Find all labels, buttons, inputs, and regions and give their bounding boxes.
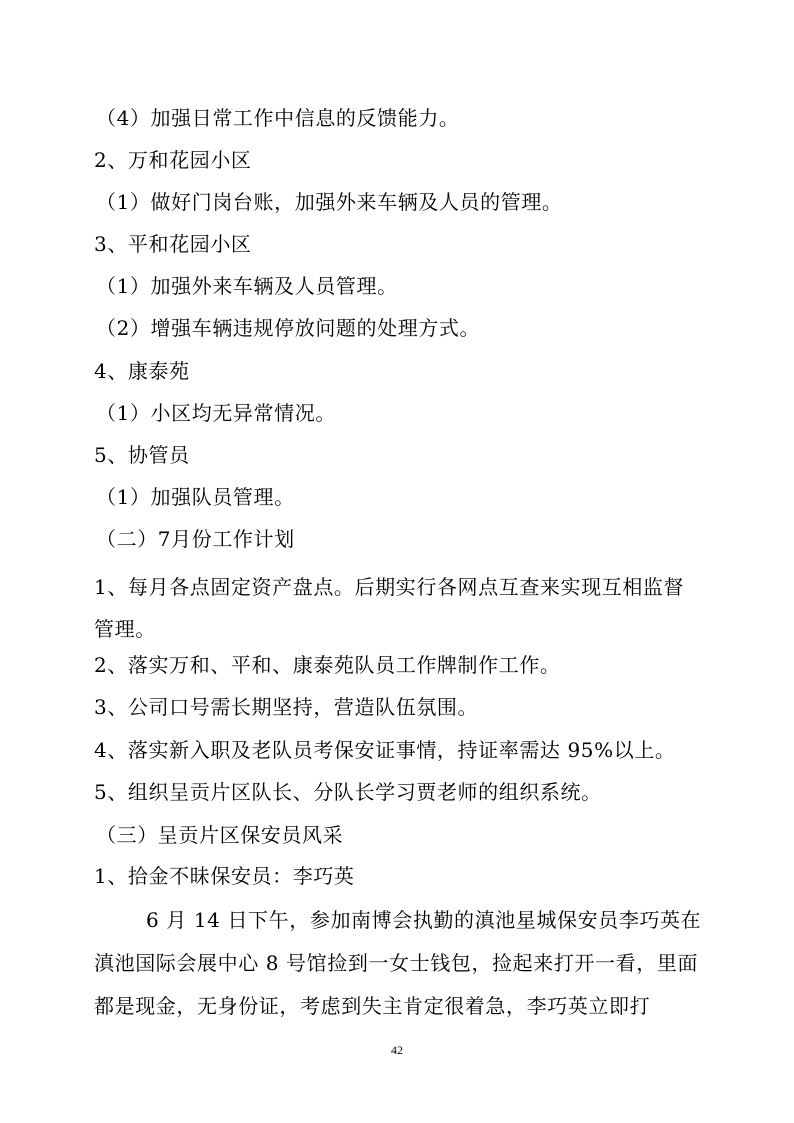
plan-item-1: 1、每月各点固定资产盘点。后期实行各网点互查来实现互相监督管理。 <box>94 575 685 641</box>
section-july-plan: （二）7月份工作计划 <box>96 527 295 551</box>
item-wanhe-1: （1）做好门岗台账，加强外来车辆及人员的管理。 <box>96 190 563 214</box>
showcase-item-1: 1、拾金不昧保安员：李巧英 <box>94 864 355 888</box>
item-kangtai-1: （1）小区均无异常情况。 <box>96 401 336 425</box>
plan-item-4: 4、落实新入职及老队员考保安证事情，持证率需达 95%以上。 <box>94 738 676 762</box>
item-pinghe-1: （1）加强外来车辆及人员管理。 <box>96 274 398 298</box>
story-paragraph: 6 月 14 日下午，参加南博会执勤的滇池星城保安员李巧英在滇池国际会展中心 8 号馆捡到一女士钱包，捡起来打开一看，里面都是现金，无身份证，考虑到失主肯定很着急，李巧英立即打 <box>94 908 702 1018</box>
heading-kangtai: 4、康泰苑 <box>94 359 190 383</box>
section-guard-showcase: （三）呈贡片区保安员风采 <box>96 823 344 847</box>
heading-pinghe: 3、平和花园小区 <box>94 232 252 256</box>
item-pinghe-2: （2）增强车辆违规停放问题的处理方式。 <box>96 316 481 340</box>
page-number: 42 <box>391 1043 403 1057</box>
item-4-feedback: （4）加强日常工作中信息的反馈能力。 <box>96 106 460 130</box>
heading-xieguan: 5、协管员 <box>94 443 190 467</box>
heading-wanhe: 2、万和花园小区 <box>94 148 252 172</box>
item-xieguan-1: （1）加强队员管理。 <box>96 485 295 509</box>
plan-item-3: 3、公司口号需长期坚持，营造队伍氛围。 <box>94 695 479 719</box>
plan-item-5: 5、组织呈贡片区队长、分队长学习贾老师的组织系统。 <box>94 780 602 804</box>
plan-item-2: 2、落实万和、平和、康泰苑队员工作牌制作工作。 <box>94 653 561 677</box>
